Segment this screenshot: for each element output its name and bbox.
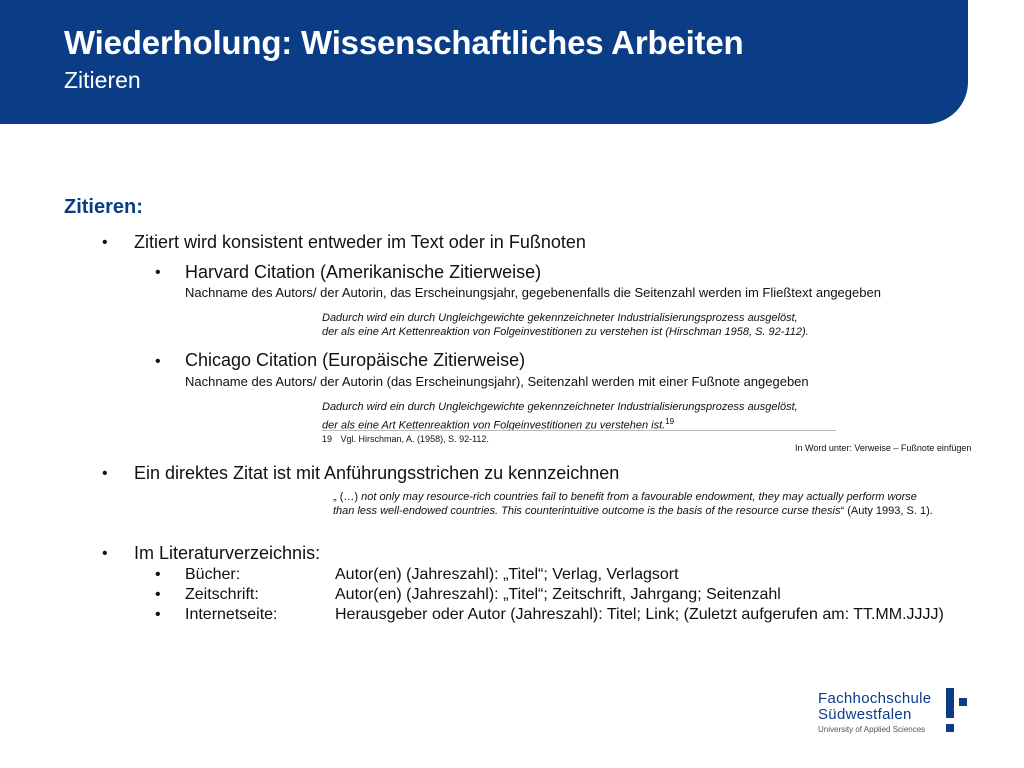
bibliography-row — [155, 586, 781, 604]
chicago-example-line1: Dadurch wird ein durch Ungleichgewichte gekennzeichneter Industrialisierungsprozess ausgelöst, — [322, 401, 798, 413]
quote-close: “ (Auty 1993, S. 1). — [840, 505, 933, 517]
quote-open: „ (…) — [333, 491, 362, 503]
university-logo — [818, 688, 978, 748]
logo-line2: Südwestfalen — [818, 706, 912, 723]
bullet-consistent: Zitiert wird konsistent entweder im Text oder in Fußnoten — [134, 232, 586, 252]
logo-line3: University of Applied Sciences — [818, 725, 926, 734]
quote-text-2: than less well-endowed countries. This counterintuitive outcome is the basis of the resource curse thesis — [333, 505, 841, 517]
bibliography-label: Internetseite: — [185, 606, 278, 623]
chicago-example-line2-text: der als eine Art Kettenreaktion von Folgeinvestitionen zu verstehen ist. — [322, 419, 666, 432]
bullet-dot: • — [155, 606, 161, 623]
bibliography-row — [155, 566, 679, 584]
footnote-marker: 19 — [665, 417, 675, 426]
bullet-dot: • — [155, 353, 161, 370]
logo-mark-bar — [946, 688, 954, 718]
logo-mark-square — [959, 698, 967, 706]
quote-text-1: not only may resource-rich countries fail to benefit from a favourable endowment, they may actually perform worse — [361, 491, 917, 503]
section-title: Zitieren: — [64, 196, 143, 218]
harvard-title: Harvard Citation (Amerikanische Zitierweise) — [185, 262, 542, 282]
header-banner — [0, 0, 968, 124]
direct-quote-title: Ein direktes Zitat ist mit Anführungsstrichen zu kennzeichnen — [134, 463, 620, 483]
footnote — [322, 434, 489, 444]
bibliography-row — [155, 606, 944, 624]
footnote-text: Vgl. Hirschman, A. (1958), S. 92-112. — [340, 434, 489, 444]
bullet-dot: • — [155, 264, 161, 281]
bullet-dot: • — [102, 234, 108, 251]
page-title: Wiederholung: Wissenschaftliches Arbeiten — [64, 24, 744, 61]
quote-line2 — [333, 504, 933, 519]
bibliography-value: Autor(en) (Jahreszahl): „Titel“; Verlag, Verlagsort — [335, 566, 679, 583]
chicago-title: Chicago Citation (Europäische Zitierweise) — [185, 350, 526, 370]
bibliography-value: Autor(en) (Jahreszahl): „Titel“; Zeitschrift, Jahrgang; Seitenzahl — [335, 586, 781, 603]
bibliography-label: Zeitschrift: — [185, 586, 259, 603]
footnote-number: 19 — [322, 434, 333, 444]
word-hint: In Word unter: Verweise – Fußnote einfügen — [795, 443, 972, 453]
bibliography-value: Herausgeber oder Autor (Jahreszahl): Titel; Link; (Zuletzt aufgerufen am: TT.MM.JJJJ) — [335, 606, 944, 623]
bibliography-label: Bücher: — [185, 566, 241, 583]
quote-line1 — [333, 490, 917, 505]
bullet-dot: • — [102, 465, 108, 482]
bullet-dot: • — [155, 586, 161, 603]
logo-mark-dot — [946, 724, 954, 732]
footnote-divider — [322, 430, 836, 431]
logo-line1: Fachhochschule — [818, 690, 932, 707]
bibliography-title: Im Literaturverzeichnis: — [134, 543, 321, 563]
harvard-example-line1: Dadurch wird ein durch Ungleichgewichte gekennzeichneter Industrialisierungsprozess ausgelöst, — [322, 312, 798, 324]
bullet-dot: • — [102, 545, 108, 562]
chicago-desc: Nachname des Autors/ der Autorin (das Erscheinungsjahr), Seitenzahl werden mit einer Fußnote angegeben — [185, 374, 809, 389]
page-subtitle: Zitieren — [64, 67, 141, 93]
bullet-dot: • — [155, 566, 161, 583]
harvard-example-line2: der als eine Art Kettenreaktion von Folgeinvestitionen zu verstehen ist (Hirschman 1958, S. 92-112). — [322, 326, 809, 338]
harvard-desc: Nachname des Autors/ der Autorin, das Erscheinungsjahr, gegebenenfalls die Seitenzahl werden im Fließtext angegeben — [185, 285, 881, 300]
